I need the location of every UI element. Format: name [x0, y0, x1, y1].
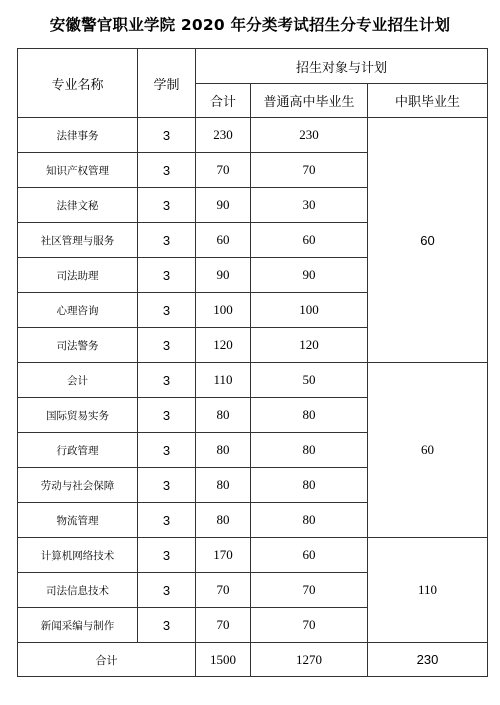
general-cell: 80 [251, 398, 368, 433]
general-cell: 60 [251, 223, 368, 258]
major-name: 新闻采编与制作 [18, 608, 138, 643]
years-cell: 3 [138, 538, 196, 573]
years-cell: 3 [138, 608, 196, 643]
totals-general: 1270 [251, 643, 368, 677]
years-cell: 3 [138, 118, 196, 153]
years-cell: 3 [138, 223, 196, 258]
years-cell: 3 [138, 468, 196, 503]
major-name: 法律文秘 [18, 188, 138, 223]
major-name: 计算机网络技术 [18, 538, 138, 573]
years-cell: 3 [138, 363, 196, 398]
major-name: 知识产权管理 [18, 153, 138, 188]
years-cell: 3 [138, 153, 196, 188]
years-cell: 3 [138, 573, 196, 608]
general-cell: 80 [251, 468, 368, 503]
total-cell: 120 [196, 328, 251, 363]
vocational-group-3: 110 [368, 538, 488, 643]
general-cell: 80 [251, 433, 368, 468]
total-cell: 70 [196, 608, 251, 643]
total-cell: 230 [196, 118, 251, 153]
total-cell: 170 [196, 538, 251, 573]
header-total: 合计 [196, 84, 251, 118]
general-cell: 60 [251, 538, 368, 573]
general-cell: 230 [251, 118, 368, 153]
general-cell: 120 [251, 328, 368, 363]
general-cell: 90 [251, 258, 368, 293]
general-cell: 70 [251, 153, 368, 188]
major-name: 劳动与社会保障 [18, 468, 138, 503]
total-cell: 90 [196, 258, 251, 293]
major-name: 司法信息技术 [18, 573, 138, 608]
total-cell: 80 [196, 398, 251, 433]
vocational-group-2: 60 [368, 363, 488, 538]
total-cell: 70 [196, 153, 251, 188]
total-cell: 80 [196, 433, 251, 468]
totals-vocational: 230 [368, 643, 488, 677]
major-name: 司法警务 [18, 328, 138, 363]
years-cell: 3 [138, 503, 196, 538]
header-vocational: 中职毕业生 [368, 84, 488, 118]
years-cell: 3 [138, 188, 196, 223]
general-cell: 100 [251, 293, 368, 328]
major-name: 社区管理与服务 [18, 223, 138, 258]
major-name: 物流管理 [18, 503, 138, 538]
general-cell: 70 [251, 573, 368, 608]
totals-total: 1500 [196, 643, 251, 677]
table-row [18, 118, 488, 153]
major-name: 国际贸易实务 [18, 398, 138, 433]
total-cell: 110 [196, 363, 251, 398]
header-years: 学制 [138, 49, 196, 118]
total-cell: 90 [196, 188, 251, 223]
header-general: 普通高中毕业生 [251, 84, 368, 118]
general-cell: 70 [251, 608, 368, 643]
header-major: 专业名称 [18, 49, 138, 118]
header-group: 招生对象与计划 [196, 49, 488, 84]
general-cell: 50 [251, 363, 368, 398]
years-cell: 3 [138, 398, 196, 433]
years-cell: 3 [138, 293, 196, 328]
years-cell: 3 [138, 433, 196, 468]
major-name: 法律事务 [18, 118, 138, 153]
table-row [18, 538, 488, 573]
years-cell: 3 [138, 258, 196, 293]
total-cell: 100 [196, 293, 251, 328]
vocational-group-1: 60 [368, 118, 488, 363]
totals-row [18, 643, 488, 677]
general-cell: 80 [251, 503, 368, 538]
total-cell: 80 [196, 503, 251, 538]
major-name: 心理咨询 [18, 293, 138, 328]
totals-label: 合计 [18, 643, 196, 677]
page-title: 安徽警官职业学院 2020 年分类考试招生分专业招生计划 [49, 16, 451, 34]
total-cell: 70 [196, 573, 251, 608]
years-cell: 3 [138, 328, 196, 363]
total-cell: 80 [196, 468, 251, 503]
enrollment-plan-table [17, 48, 488, 677]
major-name: 会计 [18, 363, 138, 398]
major-name: 行政管理 [18, 433, 138, 468]
major-name: 司法助理 [18, 258, 138, 293]
total-cell: 60 [196, 223, 251, 258]
table-row [18, 363, 488, 398]
general-cell: 30 [251, 188, 368, 223]
